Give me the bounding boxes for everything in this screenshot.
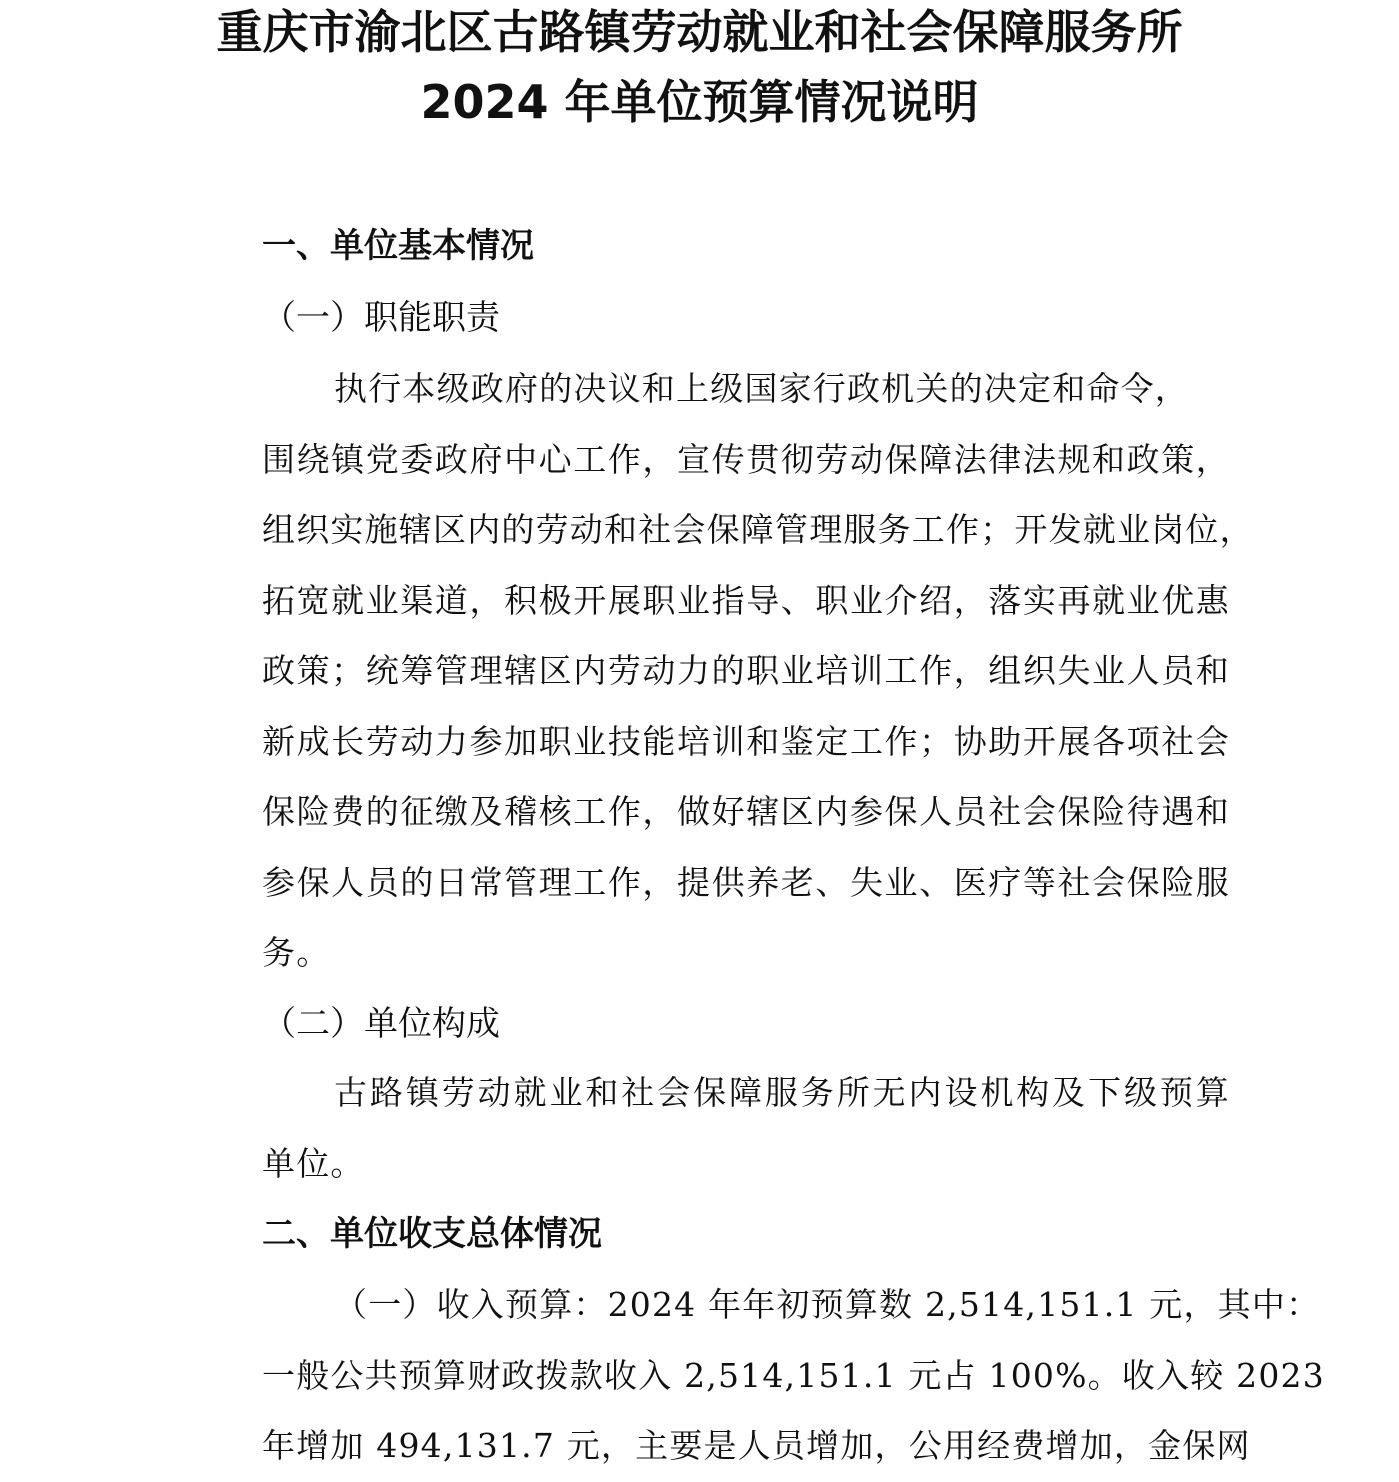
paragraph-line: 务。 [262,933,331,972]
subsection-heading-functions: （一）职能职责 [262,298,500,338]
paragraph-line: 保险费的征缴及稽核工作，做好辖区内参保人员社会保险待遇和 [262,792,1230,831]
paragraph-line: 执行本级政府的决议和上级国家行政机关的决定和命令， [334,369,1189,408]
paragraph-line: 拓宽就业渠道，积极开展职业指导、职业介绍，落实再就业优惠 [262,580,1230,620]
paragraph-line: 单位。 [262,1143,365,1183]
section-heading-budget-overview: 二、单位收支总体情况 [262,1214,602,1254]
paragraph-line: （一）收入预算：2024 年年初预算数 2,514,151.1 元，其中： [334,1285,1321,1324]
paragraph-line: 一般公共预算财政拨款收入 2,514,151.1 元占 100%。收入较 2023 [262,1355,1325,1395]
subsection-heading-composition: （二）单位构成 [262,1004,500,1044]
paragraph-income-budget [190,1270,1325,1482]
paragraph-line: 围绕镇党委政府中心工作，宣传贯彻劳动保障法律法规和政策， [262,439,1230,479]
document-title-line-2: 2024 年单位预算情况说明 [420,75,979,129]
paragraph-line: 古路镇劳动就业和社会保障服务所无内设机构及下级预算 [334,1073,1230,1112]
document-title-line-1: 重庆市渝北区古路镇劳动就业和社会保障服务所 [216,5,1183,59]
section-heading-basic-info: 一、单位基本情况 [262,226,534,266]
paragraph-line: 年增加 494,131.7 元，主要是人员增加，公用经费增加，金保网 [262,1426,1251,1465]
paragraph-line: 组织实施辖区内的劳动和社会保障管理服务工作；开发就业岗位， [262,510,1254,549]
paragraph-composition [190,1058,1230,1199]
paragraph-line: 政策；统筹管理辖区内劳动力的职业培训工作，组织失业人员和 [262,651,1230,690]
paragraph-line: 参保人员的日常管理工作，提供养老、失业、医疗等社会保险服 [262,862,1230,902]
paragraph-functions [190,354,1254,989]
paragraph-line: 新成长劳动力参加职业技能培训和鉴定工作；协助开展各项社会 [262,721,1230,761]
